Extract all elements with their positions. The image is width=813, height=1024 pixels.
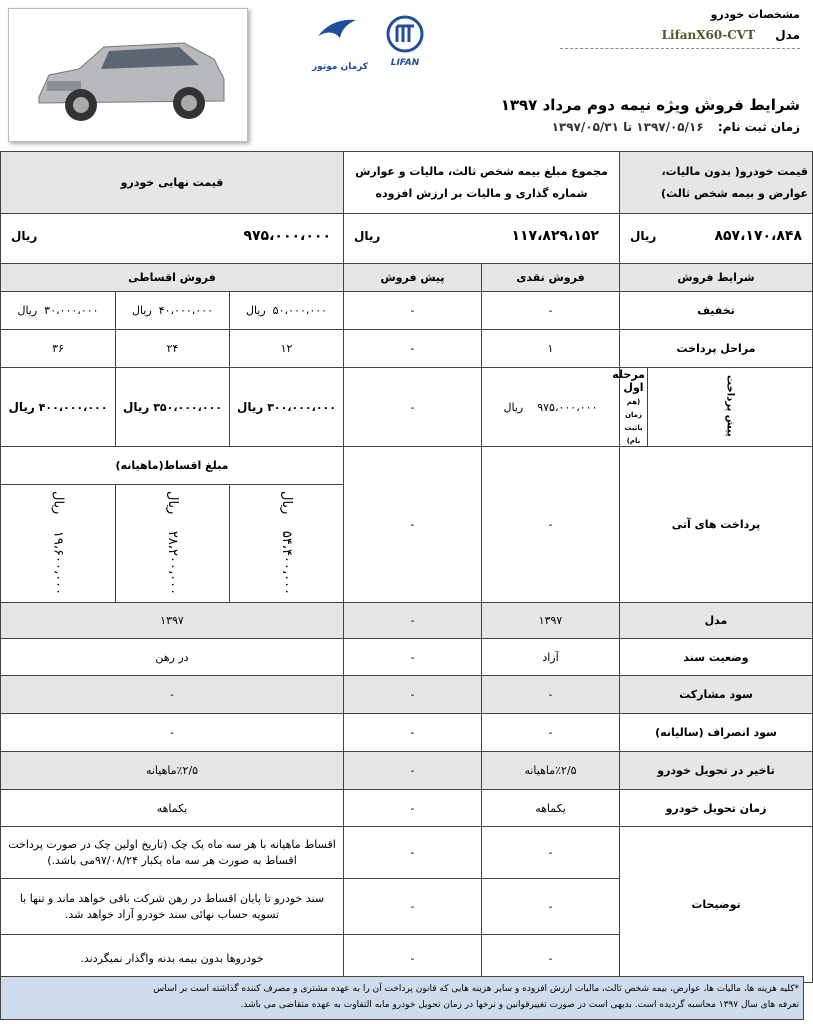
registration-label: زمان ثبت نام:: [717, 120, 800, 134]
base-price-cell: [620, 214, 813, 264]
delivery-presale: -: [344, 790, 482, 827]
future-label: پرداخت های آتی: [620, 447, 813, 603]
monthly-title-row: [1, 447, 813, 485]
stages-cash: ۱: [482, 330, 620, 368]
kerman-motor-logo: [312, 14, 368, 72]
currency: ریال: [123, 400, 150, 414]
car-image-icon: [9, 9, 247, 141]
cancel-profit-presale: -: [344, 714, 482, 752]
model-cash: ۱۳۹۷: [482, 603, 620, 639]
lifan-logo: [384, 14, 426, 68]
model-inst: ۱۳۹۷: [1, 603, 344, 639]
prepayment-group-label: پیش پرداخت: [724, 374, 736, 437]
amount: ۹۷۵،۰۰۰،۰۰۰: [537, 400, 598, 414]
delivery-cash: یکماهه: [482, 790, 620, 827]
taxes-cell: [344, 214, 620, 264]
first-stage-label-cell: [612, 368, 648, 447]
model-underline: [560, 48, 800, 49]
model-presale: -: [344, 603, 482, 639]
discount-row: [1, 292, 813, 330]
amount: ۵۴،۴۰۰،۰۰۰: [279, 531, 294, 596]
discount-inst-12: [230, 292, 344, 330]
delay-label: تاخیر در تحویل خودرو: [620, 752, 813, 790]
base-price-label: قیمت خودرو( بدون مالیات، عوارض و بیمه شخص ثالث): [620, 152, 813, 214]
currency: ریال: [503, 400, 524, 414]
note-1-cash: -: [482, 827, 620, 879]
note-3-inst: خودروها بدون بیمه بدنه واگذار نمیگردند.: [1, 935, 344, 983]
first-inst-24: [116, 368, 230, 447]
currency: ریال: [245, 304, 266, 317]
future-cash: -: [482, 447, 620, 603]
final-price-currency: ریال: [11, 229, 38, 243]
stages-row: [1, 330, 813, 368]
discount-inst-24: [116, 292, 230, 330]
conditions-header-row: [1, 264, 813, 292]
note-1-presale: -: [344, 827, 482, 879]
currency: ریال: [131, 304, 152, 317]
partnership-cash: -: [482, 676, 620, 714]
monthly-title: مبلغ اقساط(ماهیانه): [1, 447, 344, 485]
delivery-label: زمان تحویل خودرو: [620, 790, 813, 827]
taxes-value: ۱۱۷،۸۲۹،۱۵۲: [511, 228, 599, 244]
taxes-currency: ریال: [354, 229, 381, 243]
first-cash: [482, 368, 620, 447]
lifan-emblem-icon: [384, 14, 426, 54]
cancel-profit-label: سود انصراف (سالیانه): [620, 714, 813, 752]
delay-row: [1, 752, 813, 790]
model-row-table: [1, 603, 813, 639]
prepayment-group-cell: [648, 368, 813, 447]
car-photo: [8, 8, 248, 142]
stages-label: مراحل پرداخت: [620, 330, 813, 368]
stages-presale: -: [344, 330, 482, 368]
note-2-inst: سند خودرو تا پایان اقساط در رهن شرکت باقی خواهد ماند و تنها با تسویه حساب نهائی سند خودرو آزاد خواهد شد.: [1, 879, 344, 935]
amount: ۵۰،۰۰۰،۰۰۰: [272, 304, 328, 317]
first-stage-label-note: (هم زمان باثبت نام): [624, 398, 643, 445]
installment-header: فروش اقساطی: [1, 264, 344, 292]
doc-status-cash: آزاد: [482, 639, 620, 676]
currency: ریال: [8, 400, 35, 414]
stages-inst-24: ۲۴: [116, 330, 230, 368]
first-presale: -: [344, 368, 482, 447]
model-row: [662, 28, 800, 42]
note-1-inst: اقساط ماهیانه با هر سه ماه یک چک (تاریخ اولین چک در صورت پرداخت اقساط به صورت هر سه ماه یکبار ۹۷/۰۸/۲۴می باشد.): [1, 827, 344, 879]
presale-header: پیش فروش: [344, 264, 482, 292]
stages-inst-12: ۱۲: [230, 330, 344, 368]
currency: ریال: [279, 491, 294, 515]
registration-row: [552, 120, 800, 134]
future-inst-36: [1, 485, 116, 603]
cancel-profit-cash: -: [482, 714, 620, 752]
partnership-label: سود مشارکت: [620, 676, 813, 714]
doc-status-label: وضعیت سند: [620, 639, 813, 676]
note-2-presale: -: [344, 879, 482, 935]
base-price-currency: ریال: [630, 229, 657, 243]
footer-line-1: *کلیه هزینه ها، مالیات ها، عوارض، بیمه شخص ثالث، مالیات ارزش افزوده و سایر هزینه هایی که قانون پرداخت آن را به عهده مشتری و مصرف کننده گذاشته است بر اساس: [153, 984, 799, 994]
delivery-inst: یکماهه: [1, 790, 344, 827]
future-inst-24: [116, 485, 230, 603]
model-value: LifanX60-CVT: [661, 28, 756, 42]
cancel-profit-row: [1, 714, 813, 752]
currency: ریال: [50, 491, 66, 515]
partnership-inst: -: [1, 676, 344, 714]
price-header-row: [1, 152, 813, 214]
future-inst-12: [230, 485, 344, 603]
amount: ۳۵۰،۰۰۰،۰۰۰: [153, 401, 222, 414]
notes-row-1: [1, 827, 813, 879]
doc-status-inst: در رهن: [1, 639, 344, 676]
amount: ۳۰۰،۰۰۰،۰۰۰: [267, 401, 336, 414]
partnership-presale: -: [344, 676, 482, 714]
first-stage-label: مرحله اول: [612, 368, 645, 394]
cash-header: فروش نقدی: [482, 264, 620, 292]
discount-inst-36: [1, 292, 116, 330]
first-stage-row: [1, 368, 813, 447]
kerman-motor-icon: [312, 14, 368, 58]
delay-cash: ٪۲/۵ماهیانه: [482, 752, 620, 790]
currency: ریال: [17, 304, 38, 317]
future-presale: -: [344, 447, 482, 603]
conditions-header: شرایط فروش: [620, 264, 813, 292]
first-inst-12: [230, 368, 344, 447]
cancel-profit-inst: -: [1, 714, 344, 752]
amount: ۱۹،۶۰۰،۰۰۰: [50, 531, 66, 596]
conditions-title: شرایط فروش ویژه نیمه دوم مرداد ۱۳۹۷: [500, 96, 800, 114]
footer-line-2: تعرفه های سال ۱۳۹۷ محاسبه گردیده است. بدیهی است در صورت تغییرقوانین و نرخها در زمان تحویل خودرو مابه التفاوت به عهده متقاضی می باشد.: [240, 1000, 799, 1010]
stages-inst-36: ۳۶: [1, 330, 116, 368]
footer-note: [0, 976, 804, 1020]
final-price-value: ۹۷۵،۰۰۰،۰۰۰: [243, 228, 331, 244]
lifan-text: LIFAN: [390, 58, 420, 68]
currency: ریال: [165, 491, 180, 515]
discount-presale: -: [344, 292, 482, 330]
model-label: مدل: [620, 603, 813, 639]
final-price-cell: [1, 214, 344, 264]
note-3-cash: -: [482, 935, 620, 983]
registration-dates: ۱۳۹۷/۰۵/۱۶ تا ۱۳۹۷/۰۵/۳۱: [551, 120, 704, 134]
sales-conditions-table: [0, 151, 813, 983]
note-2-cash: -: [482, 879, 620, 935]
delivery-row: [1, 790, 813, 827]
partnership-row: [1, 676, 813, 714]
note-3-presale: -: [344, 935, 482, 983]
taxes-label: مجموع مبلغ بیمه شخص ثالث، مالیات و عوارش شماره گذاری و مالیات بر ارزش افزوده: [344, 152, 620, 214]
delay-presale: -: [344, 752, 482, 790]
spec-title: مشخصات خودرو: [710, 8, 800, 21]
first-inst-36: [1, 368, 116, 447]
notes-label: توضیحات: [620, 827, 813, 983]
discount-label: تخفیف: [620, 292, 813, 330]
price-values-row: [1, 214, 813, 264]
final-price-label: قیمت نهایی خودرو: [1, 152, 344, 214]
doc-status-row: [1, 639, 813, 676]
kerman-motor-text: کرمان موتور: [312, 62, 369, 72]
amount: ۳۰،۰۰۰،۰۰۰: [44, 304, 99, 317]
doc-status-presale: -: [344, 639, 482, 676]
delay-inst: ٪۲/۵ماهیانه: [1, 752, 344, 790]
amount: ۴۰،۰۰۰،۰۰۰: [158, 304, 214, 317]
base-price-value: ۸۵۷،۱۷۰،۸۴۸: [714, 228, 802, 244]
model-label: مدل: [775, 28, 800, 42]
amount: ۴۰۰،۰۰۰،۰۰۰: [38, 401, 108, 414]
currency: ریال: [237, 400, 264, 414]
discount-cash: -: [482, 292, 620, 330]
amount: ۲۸،۲۰۰،۰۰۰: [165, 531, 180, 596]
